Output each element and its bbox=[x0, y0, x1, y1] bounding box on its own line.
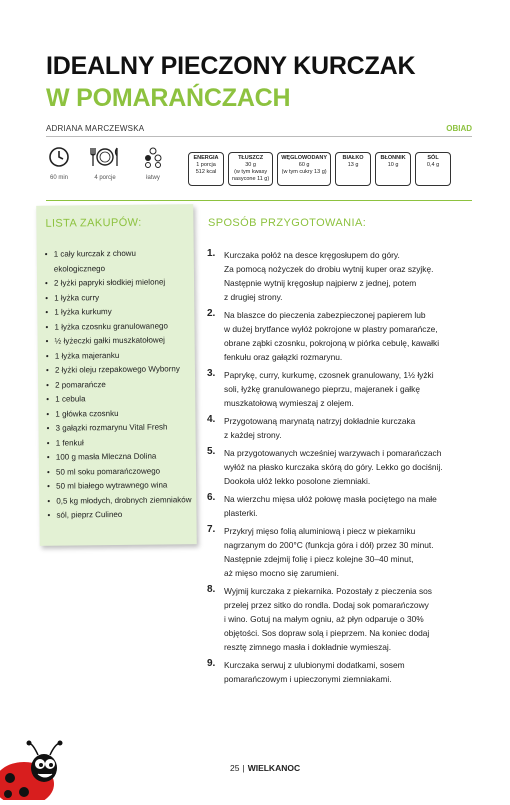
preparation-steps bbox=[207, 248, 477, 690]
shopping-list-item: • 2 łyżki papryki słodkiej mielonej bbox=[45, 275, 191, 291]
shopping-list-item: • 2 pomarańcze bbox=[46, 377, 192, 393]
page-number: 25 bbox=[230, 763, 240, 773]
shopping-list-item: • 1 łyżka majeranku bbox=[46, 348, 192, 364]
step-text-line: plasterki. bbox=[224, 508, 258, 518]
nutrition-table bbox=[188, 152, 451, 186]
preparation-step bbox=[207, 308, 477, 364]
ladybug-mascot-icon bbox=[0, 734, 80, 800]
shopping-list-item: • 1 fenkuł bbox=[47, 435, 193, 451]
nutrition-box bbox=[228, 152, 273, 186]
clock-icon bbox=[48, 155, 70, 172]
shopping-list bbox=[45, 246, 194, 523]
time-meta bbox=[48, 146, 70, 181]
recipe-title-line2: W POMARAŃCZACH bbox=[46, 84, 291, 112]
nutrition-value: nasycone 11 g) bbox=[232, 176, 270, 182]
nutrition-value: 10 g bbox=[387, 162, 399, 168]
nutrition-value: (w tym kwasy bbox=[234, 169, 268, 175]
step-text-line: muszkatołową wymieszaj z olejem. bbox=[224, 398, 354, 408]
shopping-list-item: • 1 łyżka czosnku granulowanego bbox=[45, 319, 191, 335]
step-number: 1. bbox=[207, 248, 216, 259]
step-text-line: Przygotowaną marynatą natrzyj dokładnie kurczaka bbox=[224, 416, 416, 426]
shopping-list-item: • 50 ml białego wytrawnego wina bbox=[47, 478, 193, 494]
preparation-step bbox=[207, 658, 477, 686]
nutrition-box bbox=[335, 152, 371, 186]
difficulty-value: łatwy bbox=[146, 175, 160, 181]
preparation-step bbox=[207, 584, 477, 654]
step-number: 8. bbox=[207, 584, 216, 595]
portions-value: 4 porcje bbox=[94, 175, 116, 181]
step-text-line: z drugiej strony. bbox=[224, 292, 283, 302]
preparation-step bbox=[207, 248, 477, 304]
time-value: 60 min bbox=[49, 175, 68, 181]
step-text-line: i wino. Gotuj na małym ogniu, aż płyn odparuje o 30% bbox=[224, 614, 424, 624]
step-text-line: aż mięso mocno się zarumieni. bbox=[224, 568, 339, 578]
shopping-list-item: • 3 gałązki rozmarynu Vital Fresh bbox=[46, 420, 192, 436]
step-text-line: objętości. Sos dopraw solą i pieprzem. Na koniec dodaj bbox=[224, 628, 430, 638]
shopping-list-item: • 100 g masła Mleczna Dolina bbox=[47, 449, 193, 465]
step-text-line: Kurczaka serwuj z ulubionymi dodatkami, sosem bbox=[224, 660, 405, 670]
step-text-line: Na przygotowanych wcześniej warzywach i pomarańczach bbox=[224, 448, 442, 458]
nutrition-label: BIAŁKO bbox=[342, 155, 364, 161]
shopping-list-item: • 2 łyżki oleju rzepakowego Wyborny bbox=[46, 362, 192, 378]
section-name: WIELKANOC bbox=[247, 763, 301, 773]
step-text-line: Kurczaka połóż na desce kręgosłupem do góry. bbox=[224, 250, 400, 260]
preparation-step bbox=[207, 446, 477, 488]
nutrition-value: 13 g bbox=[347, 162, 359, 168]
shopping-list-item: • 50 ml soku pomarańczowego bbox=[47, 464, 193, 480]
shopping-list-item: • ½ łyżeczki gałki muszkatołowej bbox=[46, 333, 192, 349]
nutrition-box bbox=[277, 152, 331, 186]
step-number: 4. bbox=[207, 414, 216, 425]
difficulty-dots-icon bbox=[142, 155, 164, 172]
step-text-line: przelej przez sitko do rondla. Dodaj sok pomarańczowy bbox=[224, 600, 429, 610]
shopping-list-card bbox=[36, 204, 197, 546]
page-footer: 25 | WIELKANOC bbox=[230, 763, 301, 773]
step-number: 2. bbox=[207, 308, 216, 319]
preparation-step bbox=[207, 492, 477, 520]
nutrition-value: 30 g bbox=[245, 162, 256, 168]
preparation-step bbox=[207, 524, 477, 580]
step-text-line: nagrzanym do 200°C (funkcja góra i dół) przez 30 minut. bbox=[224, 540, 434, 550]
step-text-line: soli, łyżkę granulowanego pieprzu, majeranek i gałkę bbox=[224, 384, 420, 394]
step-number: 3. bbox=[207, 368, 216, 379]
shopping-list-item: • 1 łyżka curry bbox=[45, 290, 191, 306]
step-text-line: Wyjmij kurczaka z piekarnika. Pozostały z pieczenia sos bbox=[224, 586, 432, 596]
nutrition-label: SÓL bbox=[427, 155, 439, 161]
step-text-line: Przykryj mięso folią aluminiową i piecz w piekarniku bbox=[224, 526, 416, 536]
portions-meta bbox=[90, 146, 120, 181]
author: ADRIANA MARCZEWSKA bbox=[46, 124, 145, 133]
nutrition-value: 0,4 g bbox=[426, 162, 440, 168]
nutrition-value: 512 kcal bbox=[195, 169, 217, 175]
preparation-step bbox=[207, 414, 477, 442]
recipe-title-line1: IDEALNY PIECZONY KURCZAK bbox=[46, 52, 416, 80]
nutrition-label: TŁUSZCZ bbox=[238, 155, 264, 161]
nutrition-box bbox=[188, 152, 224, 186]
step-text-line: Na blaszce do pieczenia zabezpieczonej papierem lub bbox=[224, 310, 426, 320]
nutrition-box bbox=[375, 152, 411, 186]
step-text-line: Paprykę, curry, kurkumę, czosnek granulowany, 1½ łyżki bbox=[224, 370, 434, 380]
preparation-step bbox=[207, 368, 477, 410]
nutrition-value: 1 porcja bbox=[196, 162, 216, 168]
step-text-line: Na wierzchu mięsa ułóż połowę masła pociętego na małe bbox=[224, 494, 437, 504]
step-number: 9. bbox=[207, 658, 216, 669]
green-divider bbox=[46, 200, 472, 201]
shopping-list-item: • 1 główka czosnku bbox=[46, 406, 192, 422]
step-text-line: wyłóż na płasko kurczaka skórą do góry. Lekko go dociśnij. bbox=[224, 462, 443, 472]
step-number: 7. bbox=[207, 524, 216, 535]
step-text-line: z każdej strony. bbox=[224, 430, 282, 440]
step-number: 6. bbox=[207, 492, 216, 503]
shopping-list-item: ekologicznego bbox=[53, 263, 106, 274]
step-text-line: w dużej brytfance wyłóż pokrojone w plastry pomarańcze, bbox=[224, 324, 438, 334]
nutrition-value: (w tym cukry 13 g) bbox=[281, 169, 327, 175]
difficulty-meta bbox=[142, 146, 164, 181]
shopping-list-item: • sól, pieprz Culineo bbox=[47, 507, 193, 523]
nutrition-label: BŁONNIK bbox=[380, 155, 406, 161]
preparation-heading: SPOSÓB PRZYGOTOWANIA: bbox=[208, 217, 367, 229]
step-text-line: Za pomocą nożyczek do drobiu wytnij kuper oraz szyjkę. bbox=[224, 264, 434, 274]
category-label: OBIAD bbox=[446, 124, 472, 133]
step-text-line: fenkułu oraz gałązki rozmarynu. bbox=[224, 352, 343, 362]
nutrition-value: 60 g bbox=[298, 162, 310, 168]
meta-icons bbox=[46, 146, 176, 190]
shopping-list-heading: LISTA ZAKUPÓW: bbox=[45, 216, 142, 230]
nutrition-label: ENERGIA bbox=[193, 155, 219, 161]
step-text-line: Następnie zdejmij folię i piecz kolejne 30–40 minut, bbox=[224, 554, 414, 564]
nutrition-label: WĘGLOWODANY bbox=[281, 155, 328, 161]
shopping-list-item: • 1 cebula bbox=[46, 391, 192, 407]
shopping-list-item: • 1 cały kurczak z chowu bbox=[45, 246, 191, 262]
header-divider bbox=[46, 136, 472, 137]
step-text-line: Następnie wytnij kręgosłup najpierw z jednej, potem bbox=[224, 278, 417, 288]
step-text-line: Dookoła ułóż lekko posolone ziemniaki. bbox=[224, 476, 371, 486]
plate-cutlery-icon bbox=[90, 155, 120, 172]
step-text-line: obrane ząbki czosnku, pokrojoną w piórka cebulę, kawałki bbox=[224, 338, 440, 348]
step-text-line: pomarańczowym i upieczonymi ziemniakami. bbox=[224, 674, 392, 684]
step-number: 5. bbox=[207, 446, 216, 457]
step-text-line: resztę zimnego masła i dokładnie wymieszaj. bbox=[224, 642, 392, 652]
shopping-list-item: • 0,5 kg młodych, drobnych ziemniaków bbox=[47, 493, 193, 509]
shopping-list-item: • 1 łyżka kurkumy bbox=[45, 304, 191, 320]
nutrition-box bbox=[415, 152, 451, 186]
